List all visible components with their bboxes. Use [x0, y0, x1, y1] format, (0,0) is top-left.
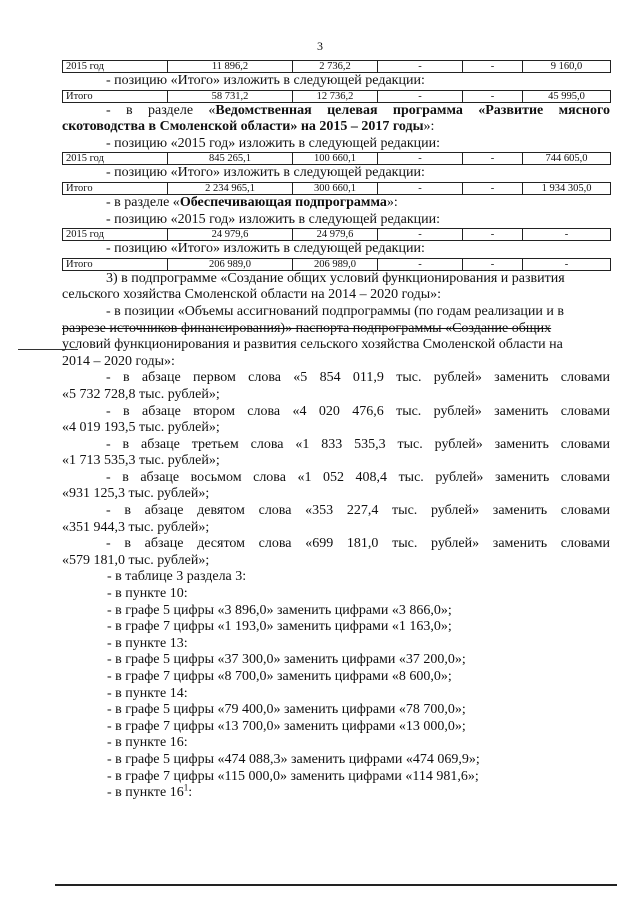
table-cell: - [378, 182, 463, 194]
table-cell: 2015 год [63, 229, 168, 241]
passport-line: условий функционирования и развития сельского хозяйства Смоленской области на [62, 337, 563, 353]
table-cell: Итого [63, 90, 168, 102]
table-cell: 206 989,0 [293, 258, 378, 270]
table-row [63, 229, 611, 241]
table-cell: 45 995,0 [523, 90, 611, 102]
table-cell: - [463, 153, 523, 165]
table-cell: 24 979,6 [293, 229, 378, 241]
table-cell: Итого [63, 182, 168, 194]
passport-line: 2014 – 2020 годы»: [62, 353, 175, 369]
table-cell: 300 660,1 [293, 182, 378, 194]
table-row [63, 182, 611, 194]
list-item: - в пункте 13: [107, 635, 188, 651]
superscript: 1 [183, 782, 189, 793]
paragraph-change-line: - в абзаце втором слова «4 020 476,6 тыс. рублей» заменить словами [106, 403, 610, 419]
text-line: - позицию «Итого» изложить в следующей редакции: [106, 165, 425, 181]
table-cell: 2015 год [63, 61, 168, 73]
paragraph-3-line: 3) в подпрограмме «Создание общих условий функционирования и развития [106, 270, 565, 286]
list-item: - в пункте 16: [107, 735, 188, 751]
table-cell: 12 736,2 [293, 90, 378, 102]
paragraph-3-line: сельского хозяйства Смоленской области на 2014 – 2020 годы»: [62, 287, 441, 303]
list-item: - в графе 7 цифры «115 000,0» заменить цифрами «114 981,6»; [107, 768, 479, 784]
row-table-itogo-a [62, 90, 611, 103]
table-cell: 24 979,6 [168, 229, 293, 241]
paragraph-change-line: «4 019 193,5 тыс. рублей»; [62, 420, 220, 436]
table-cell: Итого [63, 258, 168, 270]
table-row [63, 61, 611, 73]
paragraph-change-line: «351 944,3 тыс. рублей»; [62, 519, 210, 535]
section-title: Ведомственная целевая программа «Развитие мясного скотоводства в Смоленской области» на 2015 – 2017 годы [62, 102, 610, 135]
section-suffix: »: [386, 194, 398, 210]
passport-line [62, 321, 610, 338]
table-row [63, 153, 611, 165]
list-item-end: : [188, 785, 193, 801]
row-table-2015-a [62, 60, 611, 73]
table-cell: 744 605,0 [523, 153, 611, 165]
section-heading [62, 103, 610, 136]
list-item: - в графе 7 цифры «8 700,0» заменить цифрами «8 600,0»; [107, 669, 452, 684]
row-table-2015-b [62, 152, 611, 165]
list-item [62, 782, 610, 802]
section-prefix: - в разделе « [106, 102, 216, 118]
list-item: - в графе 5 цифры «474 088,3» заменить цифрами «474 069,9»; [107, 751, 480, 767]
table-row [63, 258, 611, 270]
list-item: - в графе 5 цифры «37 300,0» заменить цифрами «37 200,0»; [107, 652, 466, 668]
list-item: - в графе 5 цифры «79 400,0» заменить цифрами «78 700,0»; [107, 702, 466, 718]
table-cell: - [378, 90, 463, 102]
table-cell: 2 736,2 [293, 61, 378, 73]
table-cell: - [523, 258, 611, 270]
table-cell: - [463, 90, 523, 102]
section-title: Обеспечивающая подпрограмма [179, 194, 387, 210]
section-heading [62, 195, 610, 212]
page-number: 3 [317, 39, 323, 53]
text-line: - позицию «2015 год» изложить в следующей редакции: [106, 211, 441, 227]
section-prefix: - в разделе « [106, 194, 180, 210]
table-cell: - [463, 182, 523, 194]
table-cell: - [463, 61, 523, 73]
table-cell: - [523, 229, 611, 241]
document-body [62, 60, 610, 802]
passport-line: - в позиции «Объемы ассигнований подпрограммы (по годам реализации и в [106, 303, 565, 319]
row-table-itogo-c [62, 258, 611, 271]
row-table-itogo-b [62, 182, 611, 195]
paragraph-change-line: «5 732 728,8 тыс. рублей»; [62, 386, 220, 402]
list-item: - в таблице 3 раздела 3: [107, 569, 247, 585]
table-cell: 206 989,0 [168, 258, 293, 270]
table-cell: - [463, 258, 523, 270]
strikethrough-text: разрезе источников финансирования)» паспорта подпрограммы «Создание общих [62, 320, 552, 336]
table-cell: - [378, 153, 463, 165]
list-item: - в пункте 14: [107, 685, 188, 701]
list-item: - в графе 5 цифры «3 896,0» заменить цифрами «3 866,0»; [107, 602, 452, 618]
table-cell: 58 731,2 [168, 90, 293, 102]
row-table-2015-c [62, 228, 611, 241]
paragraph-change-line: «579 181,0 тыс. рублей»; [62, 552, 210, 568]
table-row [63, 90, 611, 102]
list-item-text: - в пункте 16 [107, 785, 184, 801]
table-cell: 845 265,1 [168, 153, 293, 165]
table-cell: 2 234 965,1 [168, 182, 293, 194]
paragraph-change-line: - в абзаце десятом слова «699 181,0 тыс. рублей» заменить словами [106, 536, 610, 552]
bottom-rule [55, 884, 617, 886]
table-cell: 11 896,2 [168, 61, 293, 73]
table-cell: - [378, 258, 463, 270]
table-cell: 9 160,0 [523, 61, 611, 73]
section-suffix: »: [423, 119, 435, 135]
paragraph-change-line: «931 125,3 тыс. рублей»; [62, 486, 210, 502]
paragraph-change-line: - в абзаце первом слова «5 854 011,9 тыс. рублей» заменить словами [106, 370, 610, 386]
text-line: - позицию «Итого» изложить в следующей редакции: [106, 73, 425, 88]
paragraph-change-line: «1 713 535,3 тыс. рублей»; [62, 453, 220, 469]
table-cell: 1 934 305,0 [523, 182, 611, 194]
paragraph-change-line: - в абзаце третьем слова «1 833 535,3 тыс. рублей» заменить словами [106, 436, 610, 452]
list-item: - в графе 7 цифры «1 193,0» заменить цифрами «1 163,0»; [107, 619, 452, 635]
list-item: - в графе 7 цифры «13 700,0» заменить цифрами «13 000,0»; [107, 718, 466, 734]
table-cell: - [463, 229, 523, 241]
table-cell: - [378, 61, 463, 73]
paragraph-change-line: - в абзаце восьмом слова «1 052 408,4 тыс. рублей» заменить словами [106, 469, 610, 485]
text-line: - позицию «2015 год» изложить в следующей редакции: [106, 135, 441, 151]
text-line: - позицию «Итого» изложить в следующей редакции: [106, 241, 425, 257]
table-cell: 2015 год [63, 153, 168, 165]
list-item: - в пункте 10: [107, 586, 188, 602]
table-cell: - [378, 229, 463, 241]
paragraph-change-line: - в абзаце девятом слова «353 227,4 тыс. рублей» заменить словами [106, 503, 610, 519]
table-cell: 100 660,1 [293, 153, 378, 165]
